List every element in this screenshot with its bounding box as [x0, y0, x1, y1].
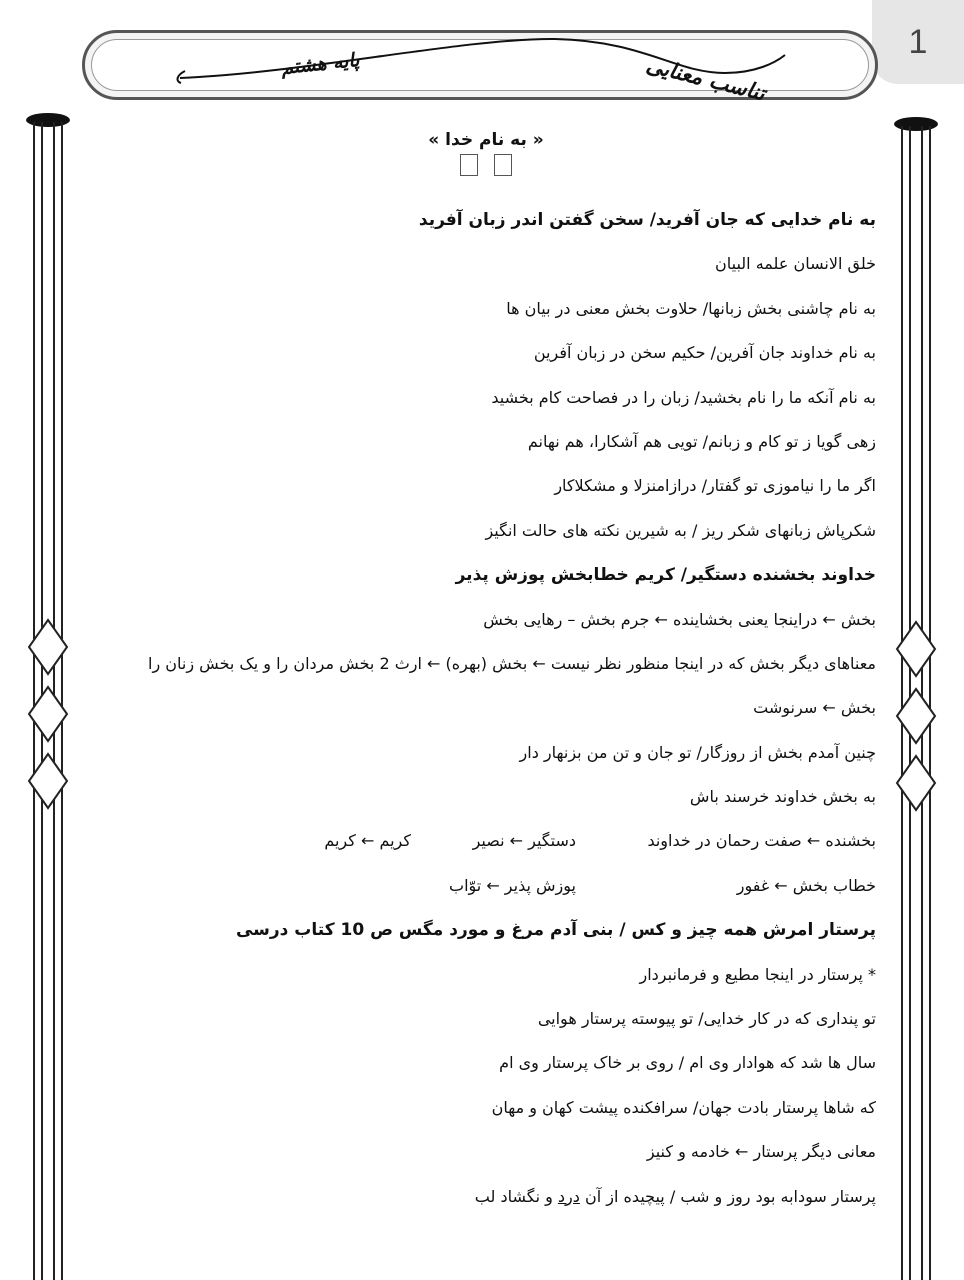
verse-line-last [96, 1187, 876, 1207]
verse-line: سال ها شد که هوادار وی ام / روی بر خاک پرستار وی ام [499, 1053, 876, 1073]
meaning-cell: دستگیر ← نصیر [472, 831, 576, 851]
meaning-row-1 [96, 831, 876, 851]
meaning-cell: خطاب بخش ← غفور [736, 875, 876, 895]
page-number: 1 [908, 22, 928, 61]
left-pillar-decoration [12, 110, 84, 1280]
note-line: معانی دیگر پرستار ← خادمه و کنیز [646, 1142, 876, 1162]
note-line: بخش ← دراینجا یعنی بخشاینده ← جرم بخش – رهایی بخش [483, 609, 876, 629]
verse-line: اگر ما را نیاموزی تو گفتار/ درازامنزلا و مشکلاکار [554, 476, 876, 496]
underlined-word: درد [557, 1186, 580, 1206]
verse-line: زهی گویا ز تو کام و زبانم/ تویی هم آشکارا، هم نهانم [527, 431, 876, 451]
empty-box [460, 154, 478, 176]
verse-line: به نام چاشنی بخش زبانها/ حلاوت بخش معنی در بیان ها [506, 298, 876, 318]
verse-line: خداوند بخشنده دستگیر/ کریم خطابخش پوزش پذیر [455, 565, 876, 586]
verse-line: خلق الانسان علمه البیان [715, 254, 876, 274]
bismillah-heading: « به نام خدا » [428, 130, 544, 150]
empty-box [494, 154, 512, 176]
placeholder-boxes [96, 154, 876, 180]
verse-line: به نام خدایی که جان آفرید/ سخن گفتن اندر زبان آفرید [418, 210, 876, 230]
title-banner [82, 30, 878, 106]
note-line: * پرستار در اینجا مطیع و فرمانبردار [639, 964, 876, 984]
meaning-cell: کریم ← کریم [324, 831, 411, 851]
page-number-tab [872, 0, 964, 84]
meaning-cell: پوزش پذیر ← توّاب [449, 875, 576, 895]
banner-grade: پایه هشتم [280, 48, 361, 80]
meaning-row-2 [96, 876, 876, 896]
verse-line: چنین آمدم بخش از روزگار/ تو جان و تن من بزنهار دار [519, 742, 876, 762]
verse-line: به نام آنکه ما را نام بخشید/ زبان را در فصاحت کام بخشید [491, 387, 876, 407]
verse-line: به بخش خداوند خرسند باش [689, 787, 876, 807]
verse-line: به نام خداوند جان آفرین/ حکیم سخن در زبان آفرین [533, 343, 876, 363]
verse-line: تو پنداری که در کار خدایی/ تو پیوسته پرستار هوایی [537, 1009, 876, 1029]
verse-line: شکرپاش زبانهای شکر ریز / به شیرین نکته های حالت انگیز [485, 520, 876, 540]
verse-text: و نگشاد لب [474, 1186, 558, 1206]
verse-line: که شاها پرستار بادت جهان/ سرافکنده پیشت کهان و مهان [491, 1097, 876, 1117]
banner-title: تناسب معنایی [643, 52, 768, 106]
note-line: معناهای دیگر بخش که در اینجا منظور نظر نیست ← بخش (بهره) ← ارث 2 بخش مردان را و یک بخش زنان را [148, 653, 876, 673]
meaning-cell: بخشنده ← صفت رحمان در خداوند [647, 831, 876, 851]
note-line: بخش ← سرنوشت [753, 698, 876, 718]
right-pillar-decoration [880, 110, 952, 1280]
document-body [96, 130, 876, 1231]
verse-text: پرستار سودابه بود روز و شب / پیچیده از آن [579, 1186, 876, 1206]
verse-line: پرستار امرش همه چیز و کس / بنی آدم مرغ و مورد مگس ص 10 کتاب درسی [235, 920, 876, 941]
